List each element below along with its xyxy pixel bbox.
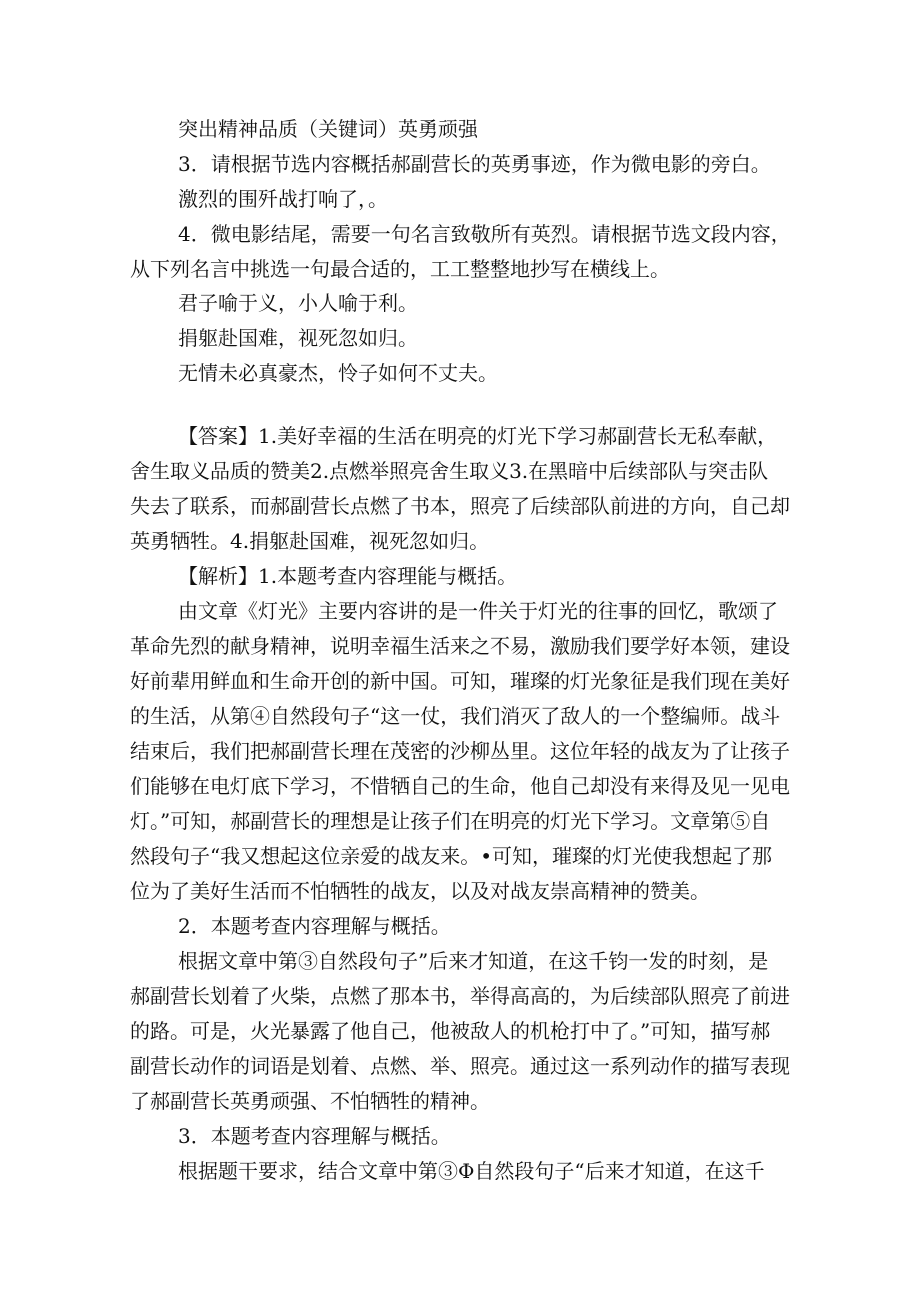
analysis-paragraph-2-line-3: 的路。可是，火光暴露了他自己，他被敌人的机枪打中了。”可知，描写郝 bbox=[130, 1019, 771, 1043]
analysis-paragraph-2-line-2: 郝副营长划着了火柴，点燃了那本书，举得高高的，为后续部队照亮了前进 bbox=[130, 984, 790, 1008]
question-2-tail: 突出精神品质（关键词）英勇顽强 bbox=[178, 117, 478, 141]
question-3-line: 激烈的围歼战打响了，。 bbox=[178, 187, 388, 211]
answer-line-1: 【答案】1.美好幸福的生活在明亮的灯光下学习郝副营长无私奉献， bbox=[178, 424, 778, 448]
quote-option-1: 君子喻于义，小人喻于利。 bbox=[178, 291, 418, 315]
quote-option-2: 捐躯赴国难，视死忽如归。 bbox=[178, 326, 418, 350]
analysis-paragraph-2-line-5: 了郝副营长英勇顽强、不怕牺牲的精神。 bbox=[130, 1089, 490, 1113]
analysis-paragraph-1-line-8: 然段句子“我又想起这位亲爱的战友来。•可知，璀璨的灯光使我想起了那 bbox=[130, 844, 773, 868]
analysis-paragraph-1-line-3: 好前辈用鲜血和生命开创的新中国。可知，璀璨的灯光象征是我们现在美好 bbox=[130, 669, 790, 693]
analysis-paragraph-1-line-4: 的生活，从第④自然段句子“这一仗，我们消灭了敌人的一个整编师。战斗 bbox=[130, 704, 781, 728]
question-3-prompt: 3．请根据节选内容概括郝副营长的英勇事迹，作为微电影的旁白。 bbox=[178, 152, 771, 176]
question-4-prompt-line-1: 4．微电影结尾，需要一句名言致敬所有英烈。请根据节选文段内容， bbox=[178, 222, 791, 246]
quote-option-3: 无情未必真豪杰，怜子如何不丈夫。 bbox=[178, 361, 498, 385]
answer-line-2: 舍生取义品质的赞美2.点燃举照亮舍生取义3.在黑暗中后续部队与突击队 bbox=[130, 459, 769, 483]
analysis-paragraph-2-line-4: 副营长动作的词语是划着、点燃、举、照亮。通过这一系列动作的描写表现 bbox=[130, 1054, 790, 1078]
analysis-heading-2: 2．本题考查内容理解与概括。 bbox=[178, 914, 451, 938]
analysis-paragraph-1-line-7: 灯。”可知，郝副营长的理想是让孩子们在明亮的灯光下学习。文章第⑤自 bbox=[130, 809, 771, 833]
analysis-paragraph-1-line-9: 位为了美好生活而不怕牺牲的战友，以及对战友崇高精神的赞美。 bbox=[130, 879, 710, 903]
analysis-paragraph-1-line-2: 革命先烈的献身精神，说明幸福生活来之不易，激励我们要学好本领，建设 bbox=[130, 634, 790, 658]
analysis-heading: 【解析】1.本题考查内容理能与概括。 bbox=[178, 564, 518, 588]
analysis-paragraph-1-line-6: 们能够在电灯底下学习，不惜牺自己的生命，他自己却没有来得及见一见电 bbox=[130, 774, 790, 798]
question-4-prompt-line-2: 从下列名言中挑选一句最合适的，工工整整地抄写在横线上。 bbox=[130, 257, 670, 281]
analysis-paragraph-2-line-1: 根据文章中第③自然段句子”后来才知道，在这千钧一发的时刻，是 bbox=[178, 949, 769, 973]
analysis-paragraph-3-line-1: 根据题干要求，结合文章中第③Φ自然段句子“后来才知道，在这千 bbox=[178, 1159, 765, 1183]
analysis-paragraph-1-line-1: 由文章《灯光》主要内容讲的是一件关于灯光的往事的回忆，歌颂了 bbox=[178, 599, 778, 623]
answer-line-3: 失去了联系，而郝副营长点燃了书本，照亮了后续部队前进的方向，自己却 bbox=[130, 494, 790, 518]
answer-line-4: 英勇牺牲。4.捐躯赴国难，视死忽如归。 bbox=[130, 529, 490, 553]
analysis-heading-3: 3．本题考查内容理解与概括。 bbox=[178, 1124, 451, 1148]
analysis-paragraph-1-line-5: 结束后，我们把郝副营长理在茂密的沙柳丛里。这位年轻的战友为了让孩子 bbox=[130, 739, 790, 763]
